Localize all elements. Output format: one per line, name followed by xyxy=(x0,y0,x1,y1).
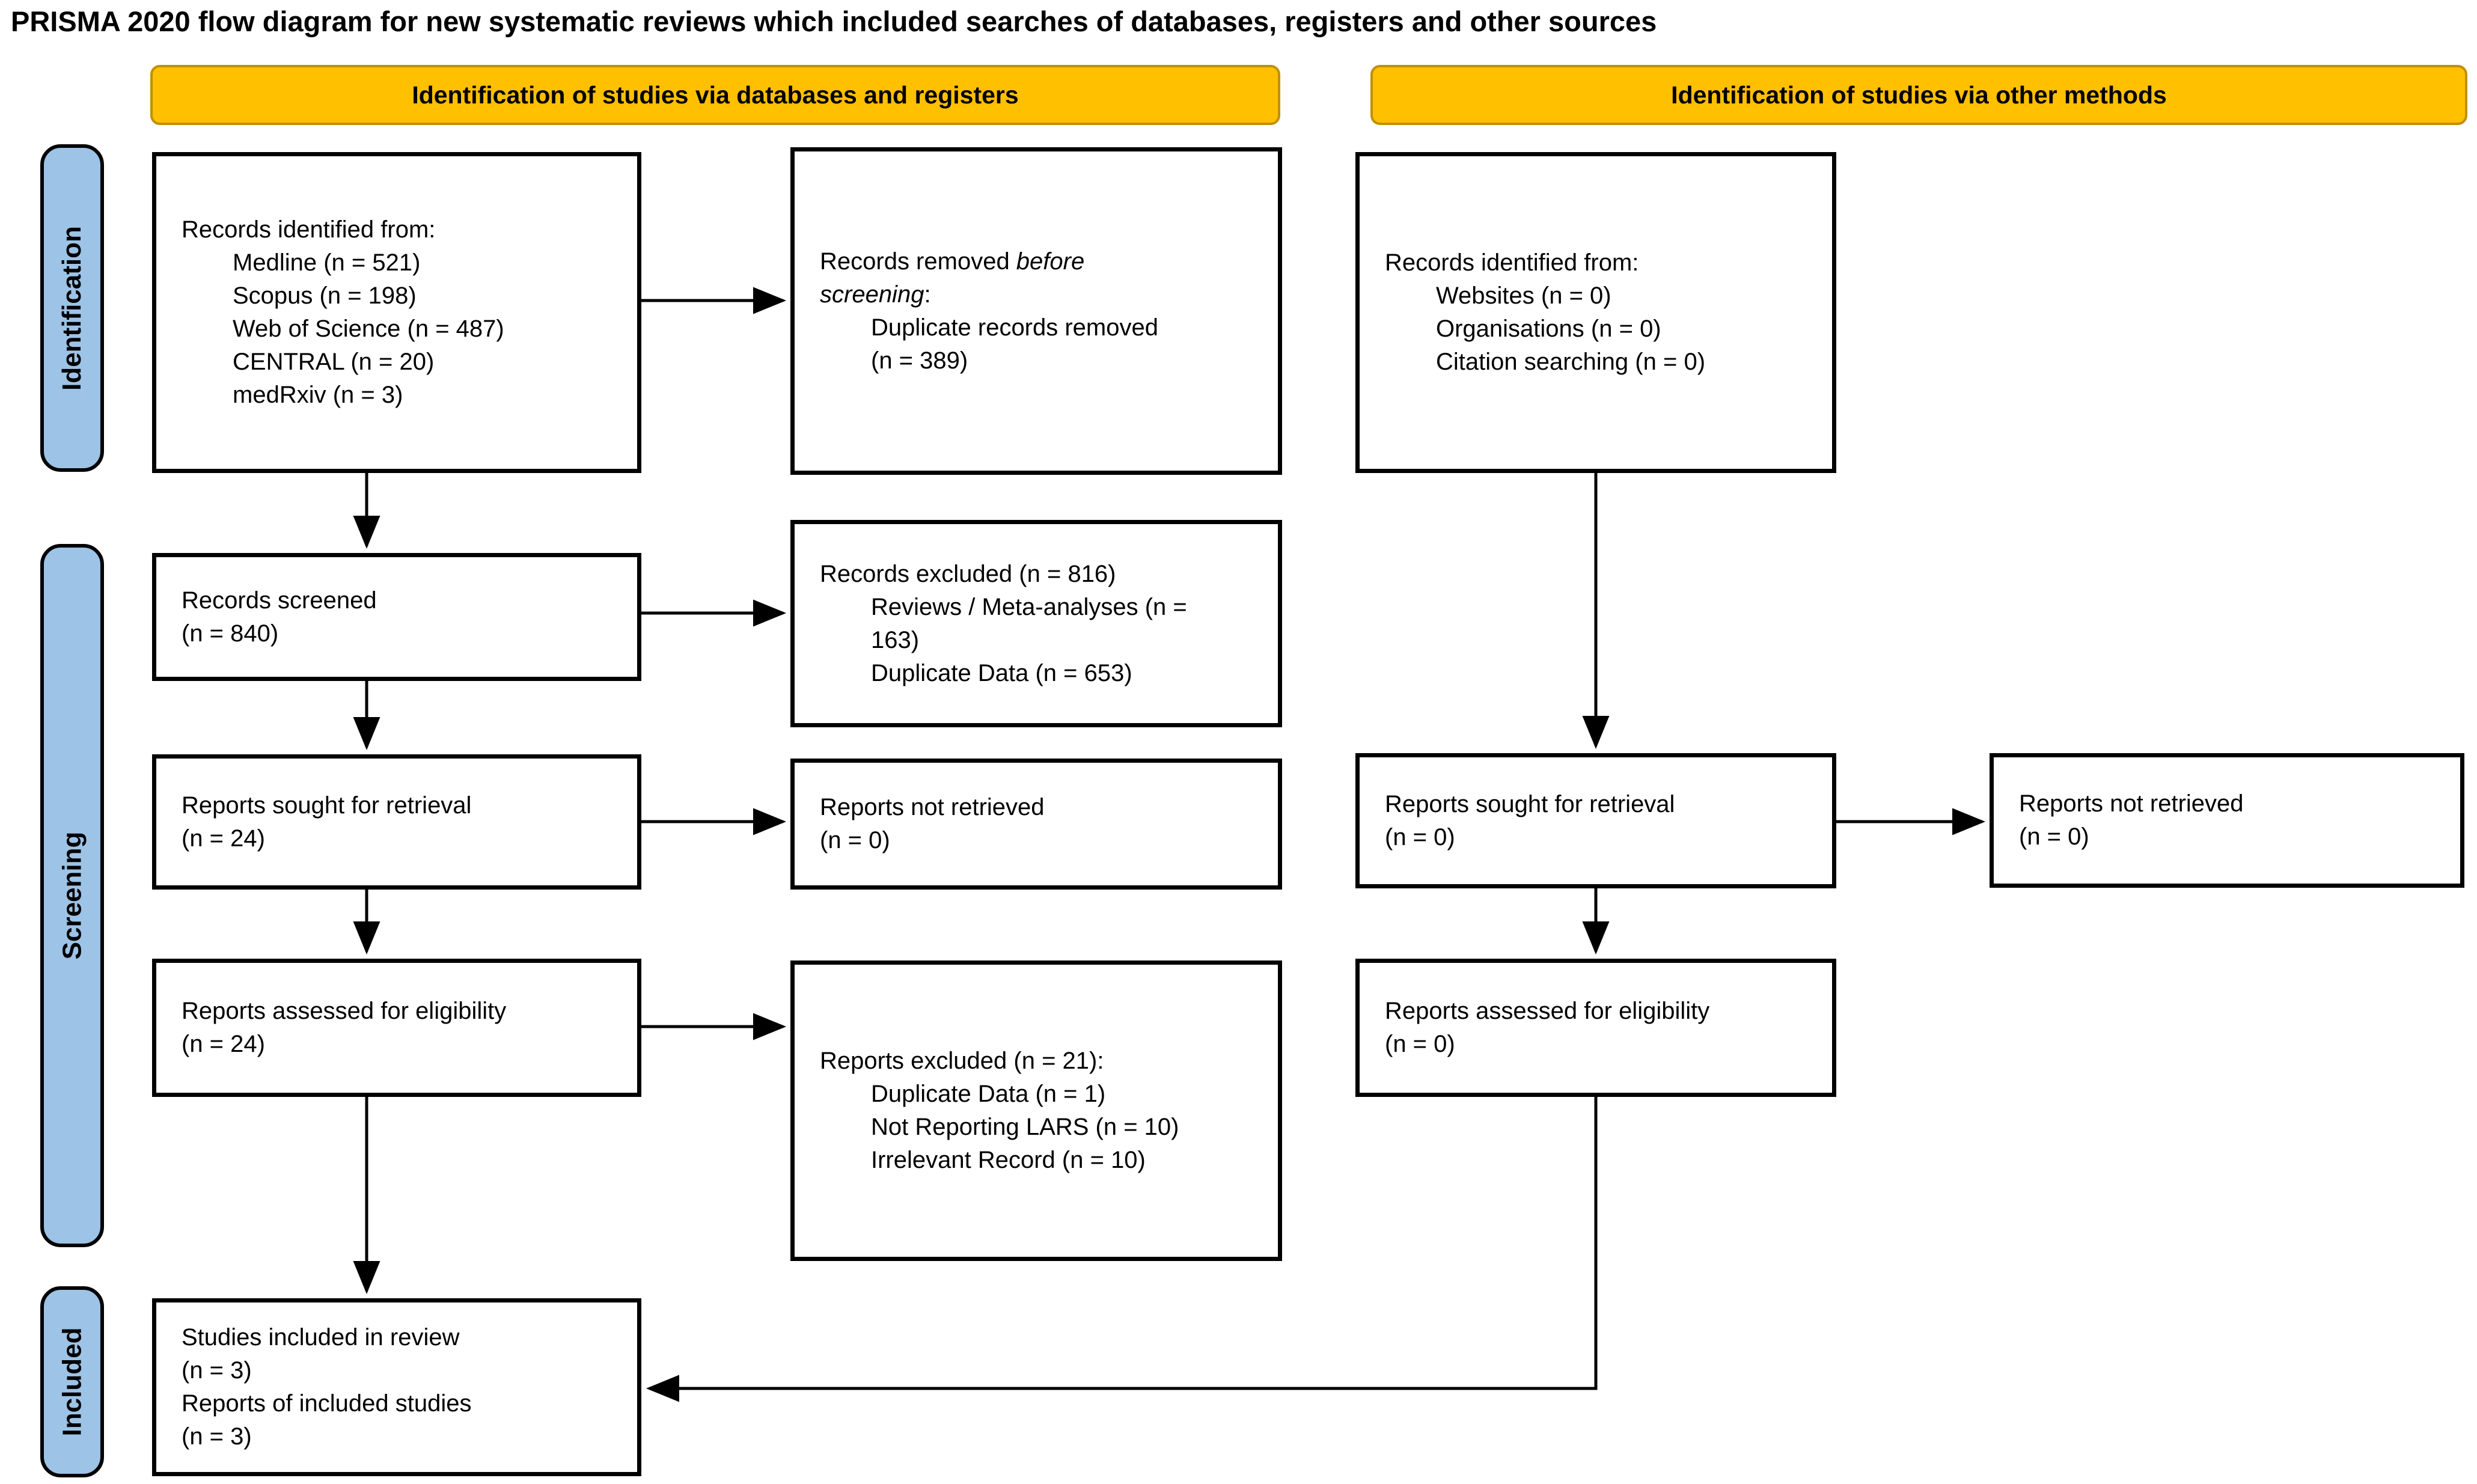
stage-screening xyxy=(40,544,104,1247)
box-line: (n = 3) xyxy=(182,1357,252,1384)
box-line: Citation searching (n = 0) xyxy=(1436,349,1706,375)
box-line: Reports assessed for eligibility xyxy=(1385,998,1710,1024)
box-line: medRxiv (n = 3) xyxy=(233,382,403,408)
box-reports-not-retrieved-other xyxy=(1990,753,2464,888)
stage-identification-label: Identification xyxy=(57,225,87,391)
box-line: Records removed before xyxy=(820,248,1085,275)
box-records-identified-other xyxy=(1355,152,1836,473)
box-line: Reports of included studies xyxy=(182,1390,472,1417)
box-line: Studies included in review xyxy=(182,1324,460,1351)
box-reports-assessed-other xyxy=(1355,959,1836,1097)
box-line: Reports not retrieved xyxy=(820,794,1045,820)
box-line: Reports not retrieved xyxy=(2019,790,2244,817)
box-line: Duplicate Data (n = 653) xyxy=(871,659,1132,686)
box-line: Duplicate records removed xyxy=(871,314,1158,341)
box-line: Reports assessed for eligibility xyxy=(182,998,507,1024)
box-line: Scopus (n = 198) xyxy=(233,282,417,309)
box-line: (n = 0) xyxy=(2019,823,2089,850)
box-reports-sought-databases xyxy=(152,754,641,890)
box-line: Web of Science (n = 487) xyxy=(233,316,504,342)
box-line: 163) xyxy=(871,626,920,653)
stage-screening-label: Screening xyxy=(57,831,87,960)
box-line: Duplicate Data (n = 1) xyxy=(871,1081,1106,1107)
diagram-title: PRISMA 2020 flow diagram for new systematic reviews which included searches of databases, registers and other sources xyxy=(11,5,1657,37)
stage-included-label: Included xyxy=(57,1327,87,1437)
stage-included xyxy=(40,1286,104,1477)
box-reports-excluded xyxy=(790,960,1282,1261)
box-records-screened xyxy=(152,553,641,681)
box-line: (n = 840) xyxy=(182,620,279,647)
box-line: (n = 0) xyxy=(820,827,890,853)
box-line: Reports sought for retrieval xyxy=(1385,790,1675,817)
box-line: (n = 24) xyxy=(182,825,265,852)
box-line: Irrelevant Record (n = 10) xyxy=(871,1147,1146,1173)
box-line: Records identified from: xyxy=(1385,249,1639,276)
box-line: (n = 24) xyxy=(182,1031,265,1057)
box-line: Medline (n = 521) xyxy=(233,249,421,276)
box-line: (n = 0) xyxy=(1385,823,1455,850)
stage-identification xyxy=(40,144,104,472)
box-records-removed-before-screening xyxy=(790,147,1282,475)
box-line: (n = 3) xyxy=(182,1423,252,1450)
header-other-methods: Identification of studies via other methods xyxy=(1370,65,2467,125)
box-line: (n = 389) xyxy=(871,347,968,374)
box-line: CENTRAL (n = 20) xyxy=(233,349,435,375)
box-line: (n = 0) xyxy=(1385,1031,1455,1057)
header-databases-registers: Identification of studies via databases and registers xyxy=(150,65,1280,125)
box-studies-included xyxy=(152,1298,641,1476)
box-line: Records excluded (n = 816) xyxy=(820,560,1116,587)
box-line: Reviews / Meta-analyses (n = xyxy=(871,593,1187,620)
box-reports-sought-other xyxy=(1355,753,1836,888)
box-records-identified-databases xyxy=(152,152,641,473)
box-reports-assessed-databases xyxy=(152,959,641,1097)
box-records-excluded xyxy=(790,520,1282,727)
box-line: Reports sought for retrieval xyxy=(182,792,472,819)
box-line: Records screened xyxy=(182,587,377,614)
box-line: screening: xyxy=(820,281,931,308)
box-reports-not-retrieved-databases xyxy=(790,759,1282,890)
box-line: Records identified from: xyxy=(182,216,436,243)
box-line: Organisations (n = 0) xyxy=(1436,316,1661,342)
box-line: Reports excluded (n = 21): xyxy=(820,1048,1104,1074)
box-line: Not Reporting LARS (n = 10) xyxy=(871,1114,1179,1140)
box-line: Websites (n = 0) xyxy=(1436,282,1611,309)
